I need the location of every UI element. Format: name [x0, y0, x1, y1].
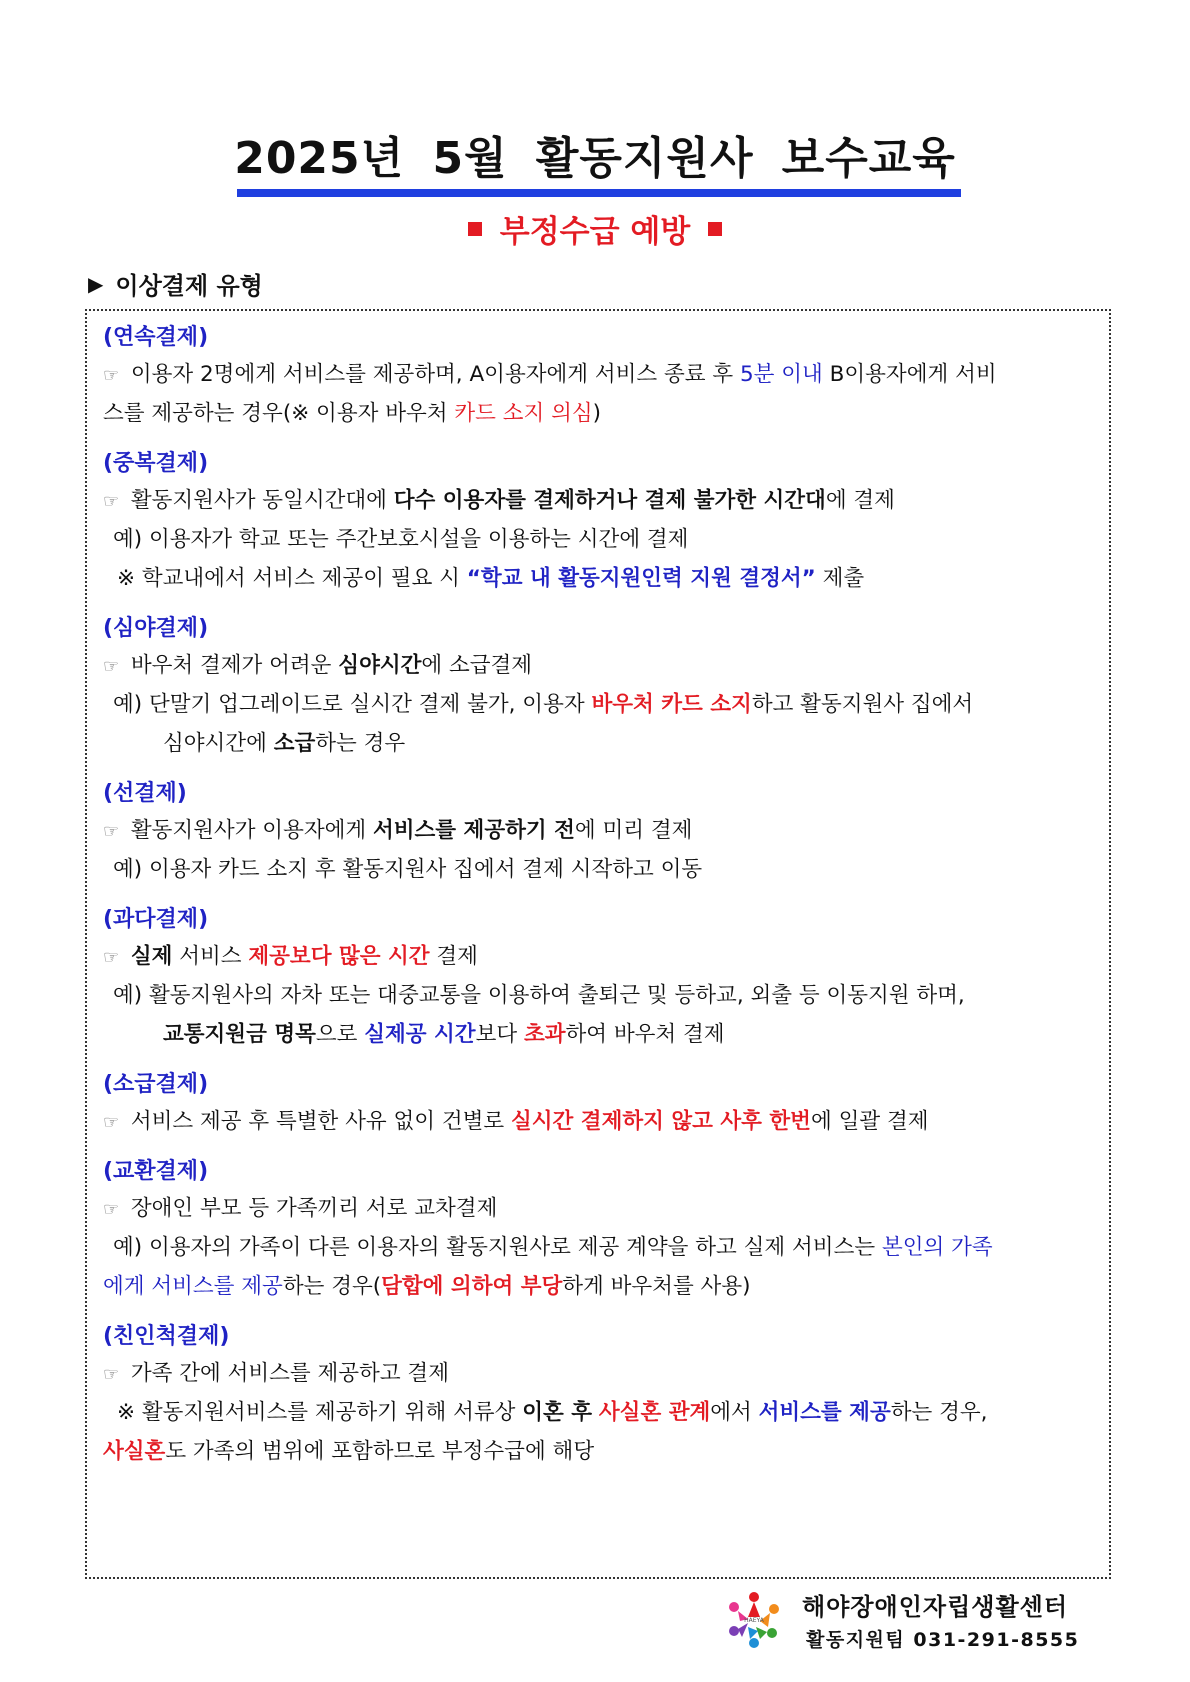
payment-type-item — [103, 1155, 1095, 1306]
pointing-hand-icon: ☞ — [103, 1199, 125, 1220]
text-segment: 실제공 시간 — [364, 1022, 476, 1047]
text-segment: 하고 활동지원사 집에서 — [751, 692, 974, 717]
payment-type-item — [103, 612, 1095, 763]
text-segment: 사실혼 관계 — [598, 1400, 711, 1425]
red-square-icon — [468, 222, 482, 236]
payment-type-item — [103, 1320, 1095, 1471]
text-segment: 예) 이용자의 가족이 다른 이용자의 활동지원사로 제공 계약을 하고 실제 서비스는 — [113, 1235, 882, 1260]
text-segment: 예) 이용자가 학교 또는 주간보호시설을 이용하는 시간에 결제 — [113, 527, 689, 552]
text-segment: 이혼 후 — [522, 1400, 593, 1425]
description-line — [103, 1228, 1095, 1267]
section-heading-text: 이상결제 유형 — [115, 272, 263, 300]
payment-type-title: (과다결제) — [103, 907, 209, 932]
text-segment: 제공보다 많은 시간 — [248, 944, 430, 969]
text-segment: ※ 학교내에서 서비스 제공이 필요 시 — [117, 566, 467, 591]
text-segment: 에 결제 — [825, 488, 895, 513]
description-line — [103, 1267, 1095, 1306]
text-segment: 하게 바우처를 사용) — [562, 1274, 751, 1299]
description-line — [103, 937, 1095, 976]
text-segment: 보다 — [475, 1022, 524, 1047]
text-segment: 심야시간 — [338, 653, 422, 678]
payment-type-title: (교환결제) — [103, 1159, 209, 1184]
title-container — [0, 122, 1190, 186]
text-segment: 서비스 — [172, 944, 249, 969]
description-line — [103, 481, 1095, 520]
text-segment: 서비스 제공 후 특별한 사유 없이 건별로 — [130, 1109, 512, 1134]
text-segment: 초과 — [523, 1022, 566, 1047]
section-heading — [88, 266, 263, 301]
pointing-hand-icon: ☞ — [103, 947, 125, 968]
svg-text:HAEYA: HAEYA — [744, 1617, 764, 1624]
description-line — [103, 520, 1095, 559]
text-segment: 서비스를 제공하기 전 — [373, 818, 575, 843]
text-segment: 예) 이용자 카드 소지 후 활동지원사 집에서 결제 시작하고 이동 — [113, 857, 703, 882]
text-segment: 에 소급결제 — [421, 653, 533, 678]
text-segment: 에 일괄 결제 — [810, 1109, 929, 1134]
pointing-hand-icon: ☞ — [103, 1112, 125, 1133]
text-segment: 활동지원사가 동일시간대에 — [130, 488, 394, 513]
text-segment: 심야시간에 — [163, 731, 274, 756]
text-segment: 바우처 결제가 어려운 — [130, 653, 339, 678]
description-line — [103, 1102, 1095, 1141]
subtitle-row — [468, 206, 722, 251]
subtitle-container — [0, 206, 1190, 251]
payment-type-item — [103, 903, 1095, 1054]
payment-type-title: (친인척결제) — [103, 1324, 230, 1349]
text-segment: 담합에 의하여 부당 — [381, 1274, 563, 1299]
text-segment: 에서 — [710, 1400, 759, 1425]
payment-type-title: (중복결제) — [103, 451, 209, 476]
text-segment: 소급 — [273, 731, 316, 756]
organization-logo-icon — [722, 1587, 786, 1651]
text-segment: 에게 서비스를 제공 — [103, 1274, 283, 1299]
text-segment: 장애인 부모 등 가족끼리 서로 교차결제 — [130, 1196, 498, 1221]
text-segment: B이용자에게 서비 — [822, 362, 997, 387]
description-line — [103, 559, 1095, 598]
description-line — [103, 646, 1095, 685]
text-segment: 제출 — [815, 566, 865, 591]
text-segment: 하는 경우( — [282, 1274, 382, 1299]
pointing-hand-icon: ☞ — [103, 491, 125, 512]
organization-name: 해야장애인자립생활센터 — [802, 1593, 1069, 1621]
text-segment: “학교 내 활동지원인력 지원 결정서” — [466, 566, 816, 591]
text-segment: 예) 단말기 업그레이드로 실시간 결제 불가, 이용자 — [113, 692, 592, 717]
text-segment: 5분 이내 — [739, 362, 823, 387]
text-segment: 하는 경우 — [315, 731, 406, 756]
text-segment: 예) 활동지원사의 자차 또는 대중교통을 이용하여 출퇴근 및 등하교, 외출 등 이동지원 하며, — [113, 983, 965, 1008]
red-square-icon — [708, 222, 722, 236]
description-line — [103, 394, 1095, 433]
text-segment: 실시간 결제하지 않고 사후 한번 — [511, 1109, 811, 1134]
text-segment: 다수 이용자를 결제하거나 결제 불가한 시간대 — [393, 488, 826, 513]
pointing-hand-icon: ☞ — [103, 365, 125, 386]
title-underline — [237, 189, 961, 197]
description-line — [103, 685, 1095, 724]
description-line — [103, 811, 1095, 850]
text-segment: 스를 제공하는 경우(※ 이용자 바우처 — [103, 401, 455, 426]
payment-type-item — [103, 777, 1095, 889]
description-line — [103, 1354, 1095, 1393]
payment-type-title: (소급결제) — [103, 1072, 209, 1097]
page-subtitle: 부정수급 예방 — [499, 214, 691, 250]
description-line — [103, 355, 1095, 394]
payment-type-title: (선결제) — [103, 781, 187, 806]
description-line — [103, 850, 1095, 889]
text-segment: 카드 소지 의심 — [454, 401, 593, 426]
text-segment — [592, 1400, 599, 1425]
description-line — [103, 976, 1095, 1015]
text-segment: 가족 간에 서비스를 제공하고 결제 — [130, 1361, 449, 1386]
description-line — [103, 1393, 1095, 1432]
description-line — [103, 1015, 1095, 1054]
pointing-hand-icon: ☞ — [103, 656, 125, 677]
payment-type-item — [103, 1068, 1095, 1141]
pointing-hand-icon: ☞ — [103, 821, 125, 842]
text-segment: 이용자 2명에게 서비스를 제공하며, A이용자에게 서비스 종료 후 — [130, 362, 740, 387]
text-segment: 활동지원사가 이용자에게 — [130, 818, 373, 843]
text-segment: ※ 활동지원서비스를 제공하기 위해 서류상 — [117, 1400, 523, 1425]
text-segment: 도 가족의 범위에 포함하므로 부정수급에 해당 — [165, 1439, 595, 1464]
page-title: 2025년 5월 활동지원사 보수교육 — [234, 133, 956, 184]
description-line — [103, 1432, 1095, 1471]
text-segment: 교통지원금 명목 — [163, 1022, 316, 1047]
text-segment: 사실혼 — [103, 1439, 166, 1464]
text-segment: 본인의 가족 — [881, 1235, 993, 1260]
text-segment: 으로 — [315, 1022, 365, 1047]
payment-type-item — [103, 321, 1095, 433]
triangle-right-icon: ▶ — [88, 271, 104, 296]
payment-type-title: (연속결제) — [103, 325, 209, 350]
text-segment: 서비스를 제공 — [758, 1400, 891, 1425]
footer — [722, 1587, 1122, 1667]
text-segment: ) — [592, 401, 602, 426]
payment-type-item — [103, 447, 1095, 598]
payment-types-box — [85, 309, 1111, 1579]
pointing-hand-icon: ☞ — [103, 1364, 125, 1385]
organization-contact: 활동지원팀 031-291-8555 — [806, 1629, 1080, 1651]
text-segment: 결제 — [429, 944, 478, 969]
text-segment: 에 미리 결제 — [574, 818, 693, 843]
text-segment: 실제 — [130, 944, 173, 969]
text-segment: 하여 바우처 결제 — [565, 1022, 725, 1047]
description-line — [103, 724, 1095, 763]
description-line — [103, 1189, 1095, 1228]
text-segment: 하는 경우, — [890, 1400, 988, 1425]
text-segment: 바우처 카드 소지 — [591, 692, 752, 717]
payment-type-title: (심야결제) — [103, 616, 209, 641]
